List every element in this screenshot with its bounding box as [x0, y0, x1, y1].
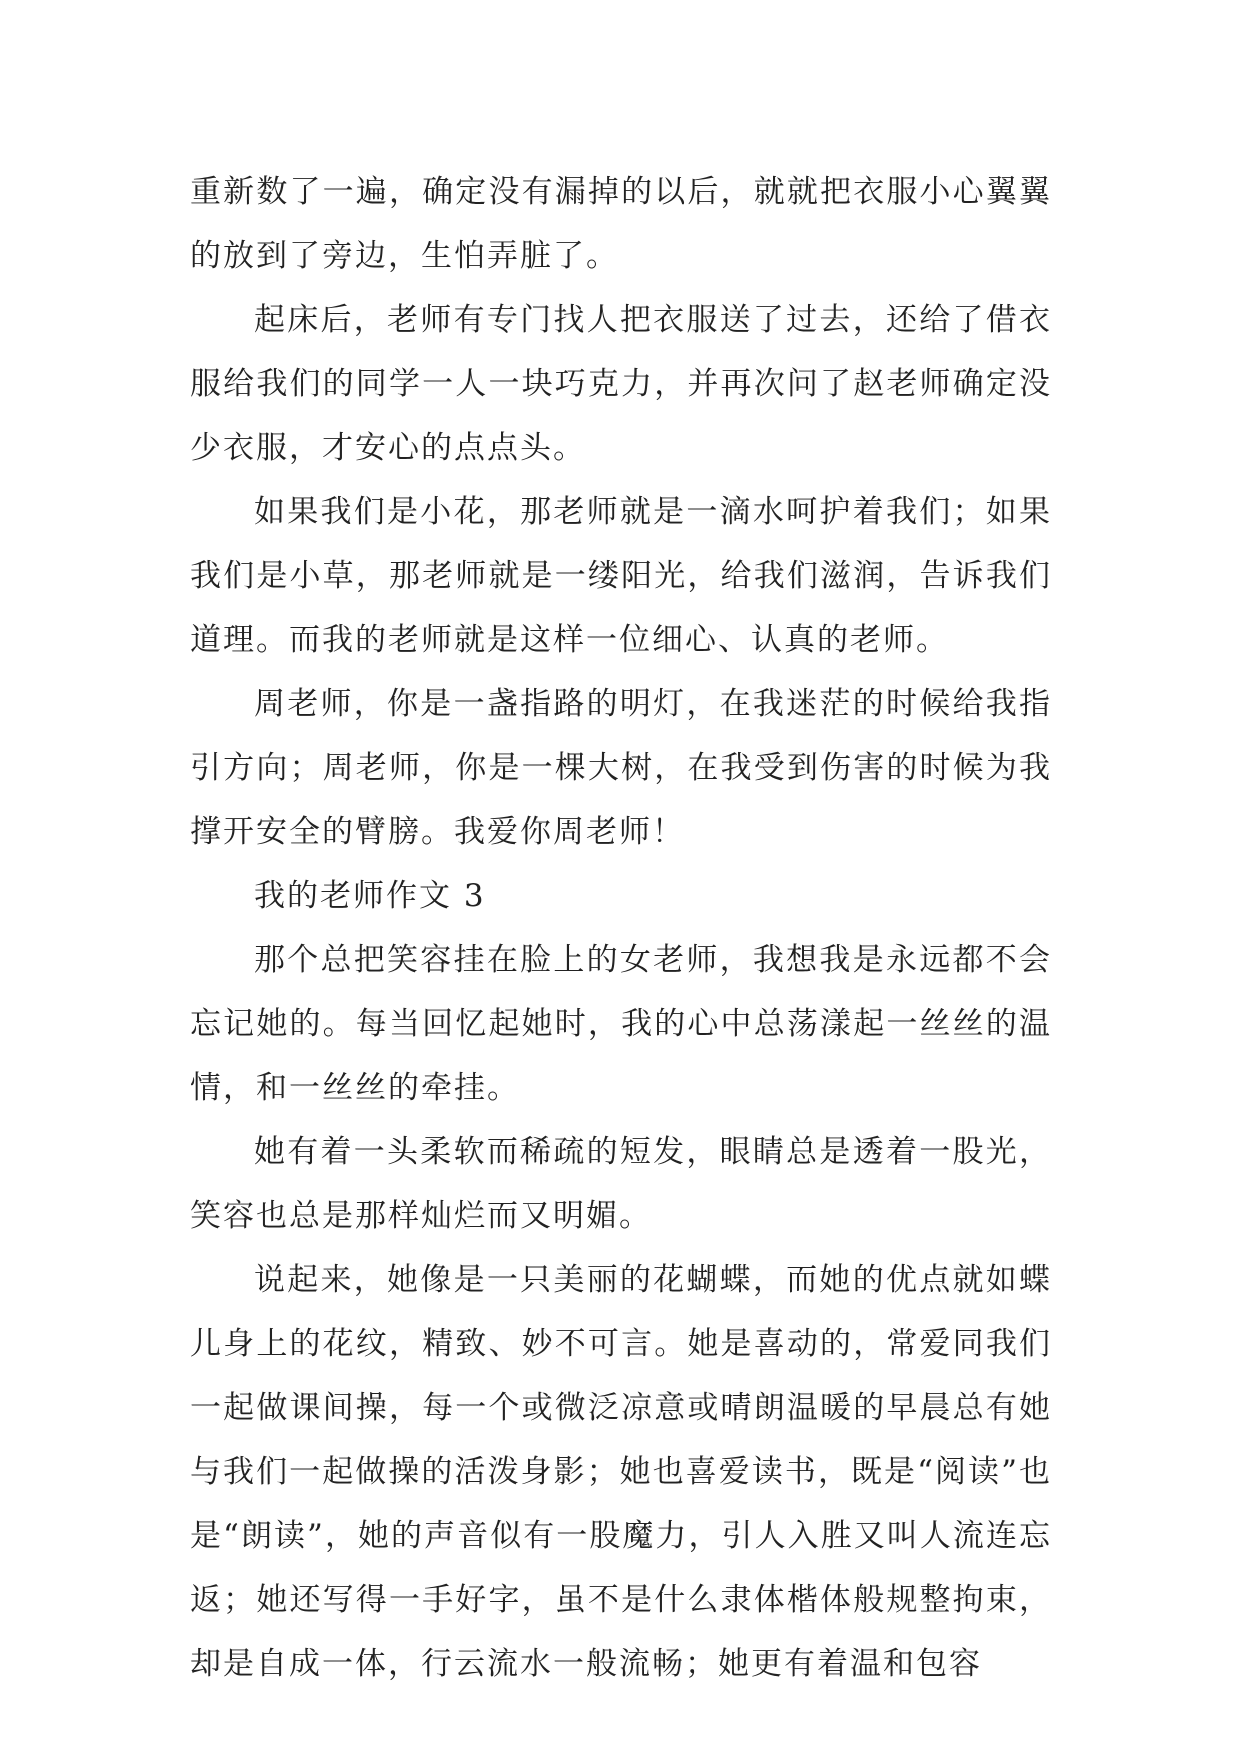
- paragraph-5: 那个总把笑容挂在脸上的女老师，我想我是永远都不会忘记她的。每当回忆起她时，我的心中总荡漾起一丝丝的温情，和一丝丝的牵挂。: [190, 942, 1052, 1106]
- section-heading: 我的老师作文 3: [254, 878, 486, 914]
- paragraph-4: 周老师，你是一盏指路的明灯，在我迷茫的时候给我指引方向；周老师，你是一棵大树，在我受到伤害的时候为我撑开安全的臂膀。我爱你周老师！: [190, 686, 1052, 850]
- document-body: [190, 160, 1052, 1696]
- paragraph-6: 她有着一头柔软而稀疏的短发，眼睛总是透着一股光，笑容也总是那样灿烂而又明媚。: [190, 1134, 1052, 1234]
- paragraph-2: 起床后，老师有专门找人把衣服送了过去，还给了借衣服给我们的同学一人一块巧克力，并再次问了赵老师确定没少衣服，才安心的点点头。: [190, 302, 1052, 466]
- paragraph-7: 说起来，她像是一只美丽的花蝴蝶，而她的优点就如蝶儿身上的花纹，精致、妙不可言。她是喜动的，常爱同我们一起做课间操，每一个或微泛凉意或晴朗温暖的早晨总有她与我们一起做操的活泼身影；她也喜爱读书，既是“阅读”也是“朗读”，她的声音似有一股魔力，引人入胜又叫人流连忘返；她还写得一手好字，虽不是什么隶体楷体般规整拘束，却是自成一体，行云流水一般流畅；她更有着温和包容: [190, 1262, 1052, 1682]
- paragraph-3: 如果我们是小花，那老师就是一滴水呵护着我们；如果我们是小草，那老师就是一缕阳光，给我们滋润，告诉我们道理。而我的老师就是这样一位细心、认真的老师。: [190, 494, 1052, 658]
- paragraph-1: 重新数了一遍，确定没有漏掉的以后，就就把衣服小心翼翼的放到了旁边，生怕弄脏了。: [190, 174, 1052, 274]
